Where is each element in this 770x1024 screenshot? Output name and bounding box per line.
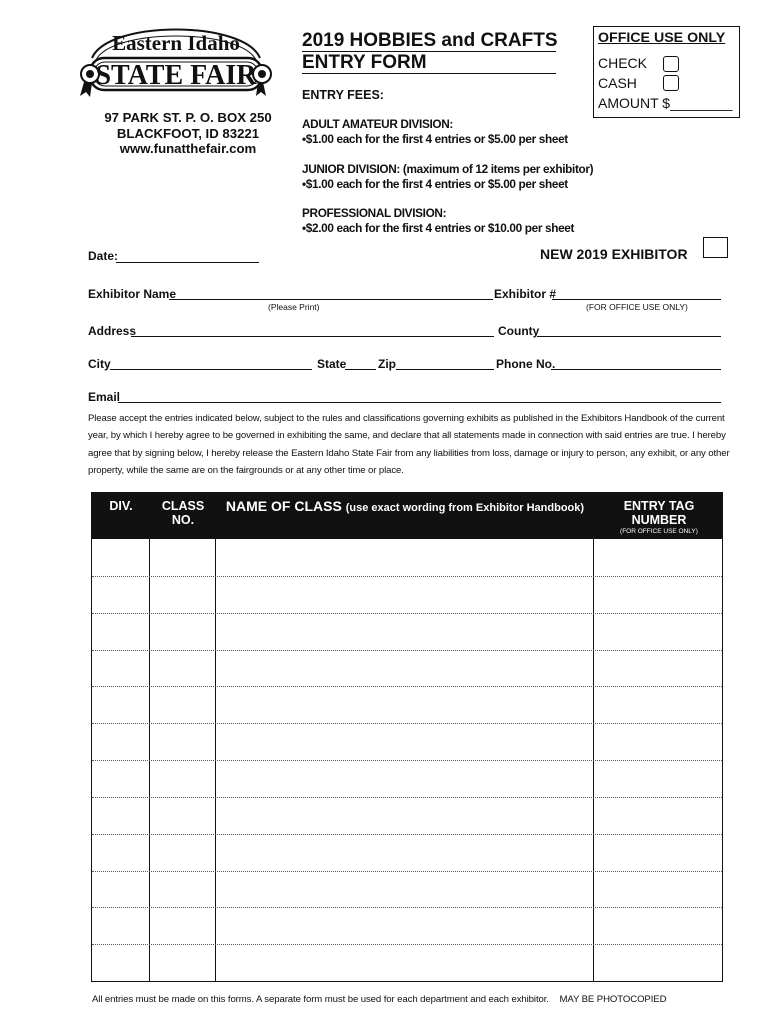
check-checkbox[interactable] [663, 56, 679, 72]
pro-title: PROFESSIONAL DIVISION: [302, 206, 447, 220]
address-field[interactable] [131, 336, 494, 337]
col-class-header [150, 499, 216, 527]
exhibitor-number-label: Exhibitor # [494, 287, 557, 301]
col-tag-header [594, 499, 724, 536]
junior-rate: •$1.00 each for the first 4 entries or $5.00 per sheet [302, 177, 568, 191]
table-row-divider [92, 613, 722, 614]
col-name-title: NAME OF CLASS [225, 498, 342, 514]
website: www.funatthefair.com [119, 141, 257, 156]
junior-title: JUNIOR DIVISION: (maximum of 12 items per exhibitor) [302, 162, 594, 176]
office-heading: OFFICE USE ONLY [598, 30, 726, 46]
col-name-note: (use exact wording from Exhibitor Handbook) [345, 502, 585, 514]
title-underline [302, 51, 556, 52]
zip-field[interactable] [396, 369, 494, 370]
col-tag-line-1: ENTRY TAG [623, 499, 695, 513]
photocopy-note: MAY BE PHOTOCOPIED [559, 994, 667, 1005]
county-label: County [498, 324, 540, 338]
col-tag-line-2: NUMBER [631, 513, 687, 527]
footer-note [92, 994, 666, 1005]
adult-rate: •$1.00 each for the first 4 entries or $5.00 per sheet [302, 132, 568, 146]
address-city: BLACKFOOT, ID 83221 [116, 125, 260, 141]
address-label: Address [88, 324, 137, 338]
county-field[interactable] [537, 336, 721, 337]
table-row-divider [92, 723, 722, 724]
title-line-2: ENTRY FORM [302, 52, 427, 73]
fair-address [88, 110, 288, 157]
title-line-1: 2019 HOBBIES and CRAFTS [302, 30, 558, 51]
table-row-divider [92, 907, 722, 908]
cash-checkbox[interactable] [663, 75, 679, 91]
state-fair-logo [78, 14, 274, 100]
col-div-header: DIV. [109, 499, 133, 513]
exhibitor-name-label: Exhibitor Name [88, 287, 177, 301]
table-row-divider [92, 871, 722, 872]
adult-division [302, 117, 568, 147]
agreement-text: Please accept the entries indicated below, subject to the rules and classifications governing exhibits as published in the Exhibitors Handbook of the current year, by which I hereby agree to be governed in exhibiting the same, and declare that all statements made in connection with said entries are true. I hereby agree that by signing below, I hereby release the Eastern Idaho State Fair from any liabilities from loss, damage or injury to person, any exhibit, or any other property, while the same are on the fairgrounds or at any other time or place. [88, 413, 730, 476]
state-label: State [317, 357, 347, 371]
office-only-hint: (FOR OFFICE USE ONLY) [586, 302, 688, 312]
table-row-divider [92, 650, 722, 651]
professional-division [302, 206, 574, 236]
logo-top-text: Eastern Idaho [112, 31, 240, 55]
table-row-divider [92, 944, 722, 945]
table-header [92, 493, 722, 539]
email-label: Email [88, 390, 121, 404]
junior-division [302, 162, 593, 192]
title-underline [302, 73, 556, 74]
check-label: CHECK [598, 55, 648, 71]
date-field[interactable] [116, 262, 259, 263]
entry-fees-heading: ENTRY FEES: [302, 88, 384, 102]
zip-label: Zip [378, 357, 396, 371]
col-class-line-2: NO. [171, 513, 195, 527]
cash-label: CASH [598, 75, 637, 91]
col-class-line-1: CLASS [161, 499, 205, 513]
city-label: City [88, 357, 111, 371]
footer-text: All entries must be made on this forms. A separate form must be used for each department and each exhibitor. [92, 994, 549, 1005]
exhibitor-name-field[interactable] [169, 299, 493, 300]
phone-label: Phone No. [496, 357, 556, 371]
adult-title: ADULT AMATEUR DIVISION: [302, 117, 453, 131]
table-row-divider [92, 834, 722, 835]
new-exhibitor-label: NEW 2019 EXHIBITOR [540, 246, 688, 262]
exhibitor-number-field[interactable] [552, 299, 721, 300]
col-tag-note: (FOR OFFICE USE ONLY) [620, 528, 698, 535]
table-row-divider [92, 686, 722, 687]
phone-field[interactable] [551, 369, 721, 370]
state-field[interactable] [345, 369, 376, 370]
city-field[interactable] [110, 369, 312, 370]
address-line: 97 PARK ST. P. O. BOX 250 [104, 110, 272, 125]
amount-field[interactable]: AMOUNT $________ [598, 95, 733, 111]
please-print-hint: (Please Print) [268, 302, 320, 312]
email-field[interactable] [118, 402, 721, 403]
table-row-divider [92, 760, 722, 761]
new-exhibitor-checkbox[interactable] [703, 237, 728, 258]
table-row-divider [92, 797, 722, 798]
office-use-box [593, 26, 740, 118]
entries-table [91, 492, 723, 982]
logo-bottom-text: STATE FAIR [95, 60, 257, 91]
table-row-divider [92, 576, 722, 577]
col-name-header [216, 499, 594, 515]
logo-graphic [78, 14, 274, 100]
date-label: Date: [88, 249, 119, 263]
pro-rate: •$2.00 each for the first 4 entries or $10.00 per sheet [302, 221, 575, 235]
